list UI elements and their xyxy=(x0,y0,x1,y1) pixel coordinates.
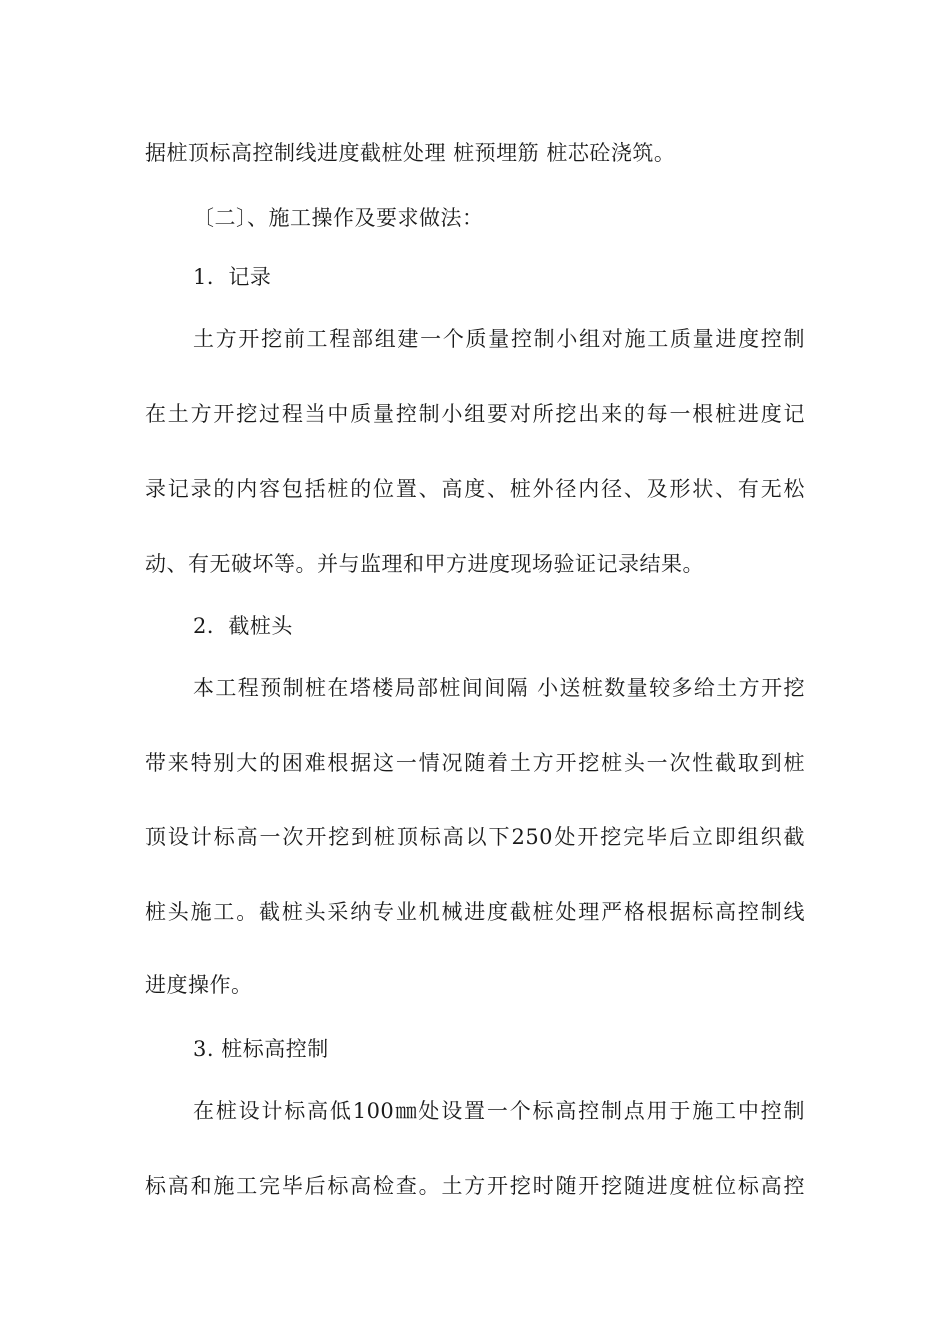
paragraph-line: 标高和施工完毕后标高检查。土方开挖时随开挖随进度桩位标高控 xyxy=(145,1174,805,1198)
paragraph-line: 顶设计标高一次开挖到桩顶标高以下250处开挖完毕后立即组织截 xyxy=(145,825,805,849)
paragraph-line: 在土方开挖过程当中质量控制小组要对所挖出来的每一根桩进度记 xyxy=(145,402,805,426)
text-line-continuation: 据桩顶标高控制线进度截桩处理 桩预埋筋 桩芯砼浇筑。 xyxy=(145,141,676,165)
paragraph-line: 土方开挖前工程部组建一个质量控制小组对施工质量进度控制 xyxy=(193,327,805,351)
paragraph-line: 录记录的内容包括桩的位置、高度、桩外径内径、及形状、有无松 xyxy=(145,477,805,501)
paragraph-line: 进度操作。 xyxy=(145,973,253,997)
section-heading: 〔二〕、施工操作及要求做法： xyxy=(193,206,484,230)
subheading-record: 1．记录 xyxy=(193,265,272,289)
paragraph-line: 桩头施工。截桩头采纳专业机械进度截桩处理严格根据标高控制线 xyxy=(145,900,805,924)
paragraph-line: 动、有无破坏等。并与监理和甲方进度现场验证记录结果。 xyxy=(145,552,704,576)
subheading-elevation-control: 3. 桩标高控制 xyxy=(193,1037,329,1061)
paragraph-line: 本工程预制桩在塔楼局部桩间间隔 小送桩数量较多给土方开挖 xyxy=(193,676,805,700)
paragraph-line: 在桩设计标高低100㎜处设置一个标高控制点用于施工中控制 xyxy=(193,1099,805,1123)
subheading-pile-cutting: 2．截桩头 xyxy=(193,614,293,638)
paragraph-line: 带来特别大的困难根据这一情况随着土方开挖桩头一次性截取到桩 xyxy=(145,751,805,775)
